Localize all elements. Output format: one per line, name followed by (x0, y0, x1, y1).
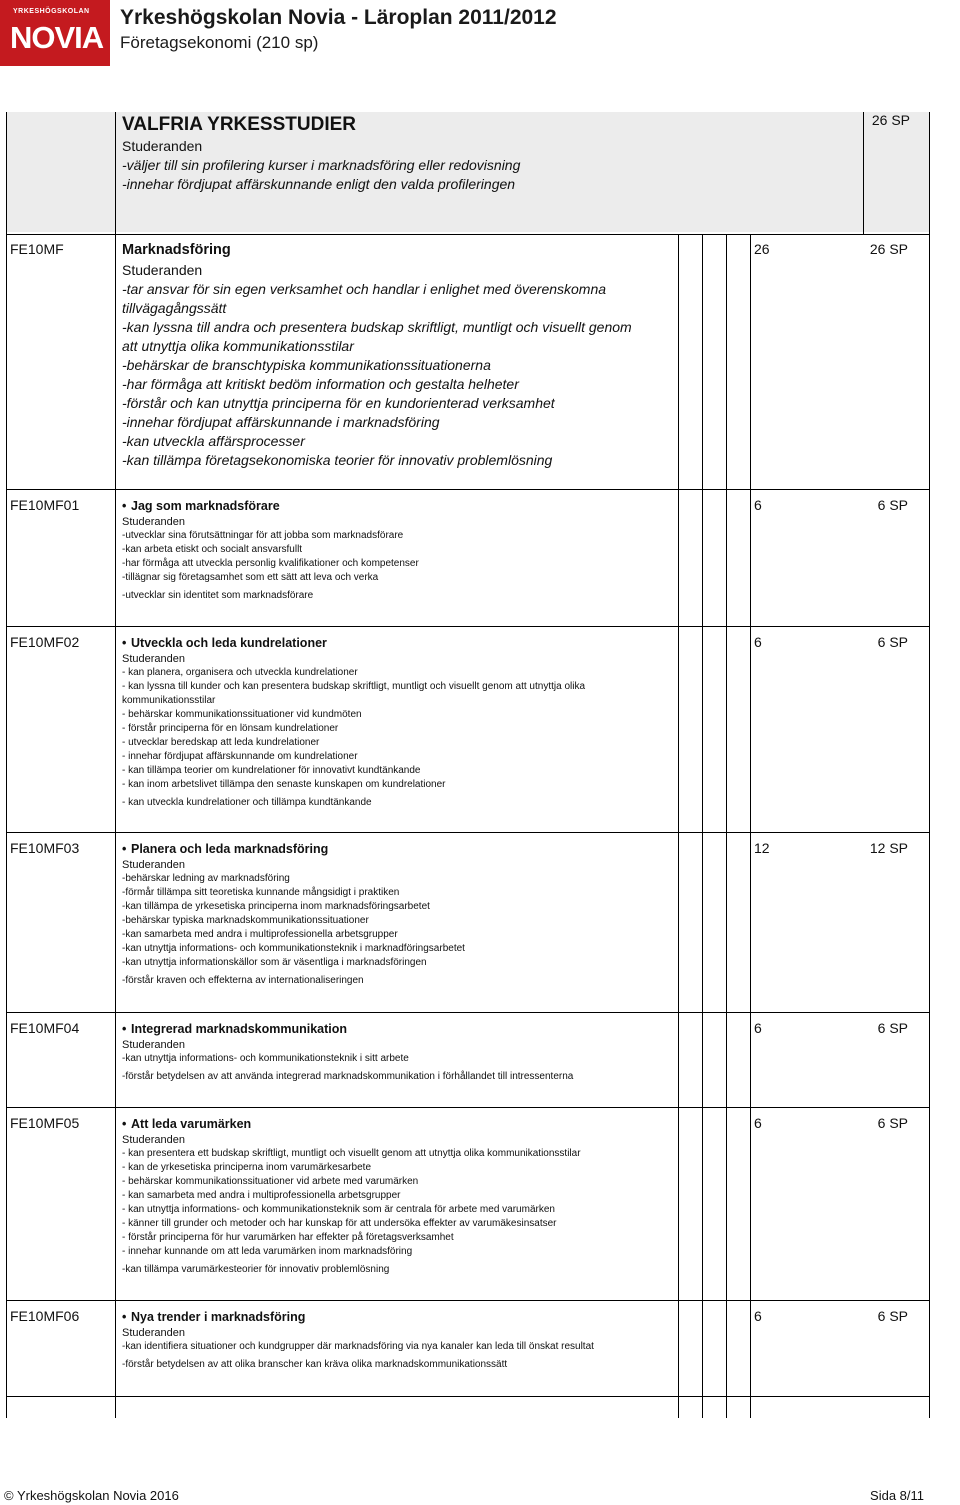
module-line: -tar ansvar för sin egen verksamhet och handlar i enlighet med överenskomna (122, 281, 607, 297)
course-content (122, 497, 732, 603)
course-line: - förstår principerna för hur varumärken har effekter på företagsverksamhet (122, 1232, 454, 1243)
course-code: FE10MF02 (10, 634, 80, 650)
course-line: - kan presentera ett budskap skriftligt, muntligt och visuellt genom att utnyttja olika kommunikationsstilar (122, 1148, 581, 1159)
bullet-icon: • (122, 842, 127, 856)
row-line (6, 489, 930, 490)
course-line: -utvecklar sin identitet som marknadsförare (122, 590, 314, 601)
course-studeranden: Studeranden (122, 653, 185, 665)
section-content (122, 113, 672, 194)
course-content (122, 840, 732, 988)
course-title: Integrerad marknadskommunikation (131, 1022, 348, 1036)
bullet-icon: • (122, 636, 127, 650)
footer-page-number: Sida 8/11 (870, 1488, 924, 1503)
section-line: -innehar fördjupat affärskunnande enligt den valda profileringen (122, 176, 516, 192)
course-line: - utvecklar beredskap att leda kundrelationer (122, 737, 320, 748)
course-line: -tillägnar sig företagsamhet som ett sätt att leva och verka (122, 572, 379, 583)
module-studeranden: Studeranden (122, 262, 203, 278)
course-line: -förstår kraven och effekterna av internationaliseringen (122, 975, 364, 986)
row-line (6, 832, 930, 833)
course-line: - behärskar kommunikationssituationer vid kundmöten (122, 709, 362, 720)
course-line: kommunikationsstilar (122, 695, 216, 706)
course-title: Planera och leda marknadsföring (131, 842, 329, 856)
course-line: -kan samarbeta med andra i multiprofessionella arbetsgrupper (122, 929, 398, 940)
course-line: -förstår betydelsen av att använda integrerad marknadskommunikation i förhållandet till intressenterna (122, 1071, 574, 1082)
course-code: FE10MF04 (10, 1020, 80, 1036)
sched-col (750, 234, 751, 1418)
module-line: -innehar fördjupat affärskunnande i marknadsföring (122, 414, 440, 430)
course-line: -kan tillämpa varumärkesteorier för innovativ problemlösning (122, 1264, 390, 1275)
course-sp: 6 SP (877, 1308, 908, 1324)
course-code: FE10MF03 (10, 840, 80, 856)
course-studeranden: Studeranden (122, 859, 185, 871)
course-line: - kan samarbeta med andra i multiprofessionella arbetsgrupper (122, 1190, 401, 1201)
course-line: -behärskar typiska marknadskommunikationssituationer (122, 915, 369, 926)
course-line: - kan planera, organisera och utveckla kundrelationer (122, 667, 358, 678)
course-line: - innehar kunnande om att leda varumärken inom marknadsföring (122, 1246, 413, 1257)
course-line: -kan utnyttja informations- och kommunikationsteknik i sitt arbete (122, 1053, 409, 1064)
course-line: - behärskar kommunikationssituationer vid arbete med varumärken (122, 1176, 419, 1187)
bullet-icon: • (122, 1117, 127, 1131)
row-line (6, 1300, 930, 1301)
course-title: Jag som marknadsförare (131, 499, 280, 513)
course-code: FE10MF01 (10, 497, 80, 513)
bullet-icon: • (122, 1310, 127, 1324)
course-studeranden: Studeranden (122, 516, 185, 528)
course-content (122, 1020, 732, 1084)
table-border-left (6, 112, 7, 1418)
module-sp: 26 SP (869, 241, 908, 257)
course-line: - känner till grunder och metoder och har kunskap för att undersöka effekter av varumäkesinsatser (122, 1218, 557, 1229)
course-credits: 12 (754, 840, 770, 856)
row-line (6, 234, 930, 235)
document-title: Yrkeshögskolan Novia - Läroplan 2011/2012 (120, 6, 557, 29)
section-band-sp (864, 112, 928, 232)
module-line: att utnyttja olika kommunikationsstilar (122, 338, 354, 354)
course-content (122, 1308, 732, 1372)
section-line: -väljer till sin profilering kurser i marknadsföring eller redovisning (122, 157, 521, 173)
course-line: - kan inom arbetslivet tillämpa den senaste kunskapen om kundrelationer (122, 779, 446, 790)
section-sp: 26 SP (871, 112, 910, 128)
course-content (122, 634, 732, 810)
course-title: Nya trender i marknadsföring (131, 1310, 306, 1324)
course-content (122, 1115, 732, 1277)
course-line: -kan utnyttja informations- och kommunikationsteknik i marknadföringsarbetet (122, 943, 465, 954)
course-line: -kan identifiera situationer och kundgrupper där marknadsföring via nya kanaler kan leda till önskat resultat (122, 1341, 594, 1352)
course-studeranden: Studeranden (122, 1039, 185, 1051)
course-line: -kan arbeta etiskt och socialt ansvarsfullt (122, 544, 303, 555)
logo-small-text: YRKESHÖGSKOLAN (13, 8, 90, 15)
footer-copyright: © Yrkeshögskolan Novia 2016 (4, 1488, 179, 1503)
table-border-right (929, 112, 930, 1418)
module-content (122, 240, 672, 470)
row-line (6, 626, 930, 627)
course-line: - kan utnyttja informations- och kommunikationsteknik som är centrala för arbete med varumärken (122, 1204, 555, 1215)
course-code: FE10MF05 (10, 1115, 80, 1131)
course-line: - kan utveckla kundrelationer och tillämpa kundtänkande (122, 797, 372, 808)
row-line (6, 1107, 930, 1108)
module-code: FE10MF (10, 241, 64, 257)
course-sp: 6 SP (877, 497, 908, 513)
module-line: -kan utveckla affärsprocesser (122, 433, 305, 449)
row-line (6, 1012, 930, 1013)
module-credits: 26 (754, 241, 770, 257)
bullet-icon: • (122, 1022, 127, 1036)
course-sp: 6 SP (877, 1115, 908, 1131)
course-credits: 6 (754, 1115, 762, 1131)
course-title: Att leda varumärken (131, 1117, 252, 1131)
course-studeranden: Studeranden (122, 1134, 185, 1146)
document-subtitle: Företagsekonomi (210 sp) (120, 33, 319, 52)
course-line: - kan tillämpa teorier om kundrelationer för innovativt kundtänkande (122, 765, 421, 776)
module-line: -kan lyssna till andra och presentera budskap skriftligt, muntligt och visuellt genom (122, 319, 632, 335)
course-line: - förstår principerna för en lönsam kundrelationer (122, 723, 339, 734)
course-line: - kan de yrkesetiska principerna inom varumärkesarbete (122, 1162, 371, 1173)
course-line: -har förmåga att utveckla personlig kvalifikationer och kompetenser (122, 558, 419, 569)
course-credits: 6 (754, 497, 762, 513)
course-sp: 6 SP (877, 634, 908, 650)
course-sp: 6 SP (877, 1020, 908, 1036)
col-divider-sp (863, 112, 864, 234)
course-credits: 6 (754, 1308, 762, 1324)
course-title: Utveckla och leda kundrelationer (131, 636, 327, 650)
course-credits: 6 (754, 1020, 762, 1036)
course-line: -kan tillämpa de yrkesetiska principerna inom marknadsföringsarbetet (122, 901, 430, 912)
bullet-icon: • (122, 499, 127, 513)
course-line: -förstår betydelsen av att olika branscher kan kräva olika marknadskommunikationssätt (122, 1359, 508, 1370)
course-line: -kan utnyttja informationskällor som är väsentliga i marknadsföringen (122, 957, 427, 968)
module-line: -har förmåga att kritiskt bedöm information och gestalta helheter (122, 376, 519, 392)
module-line: -kan tillämpa företagsekonomiska teorier för innovativ problemlösning (122, 452, 553, 468)
col-divider-code (115, 112, 116, 1418)
course-credits: 6 (754, 634, 762, 650)
logo-big-text: NOVIA (10, 20, 104, 55)
row-line (6, 1396, 930, 1397)
section-studeranden: Studeranden (122, 138, 203, 154)
course-studeranden: Studeranden (122, 1327, 185, 1339)
module-title: Marknadsföring (122, 242, 231, 258)
module-line: -behärskar de branschtypiska kommunikationssituationerna (122, 357, 491, 373)
course-line: -utvecklar sina förutsättningar för att jobba som marknadsförare (122, 530, 404, 541)
course-code: FE10MF06 (10, 1308, 80, 1324)
course-line: - kan lyssna till kunder och kan presentera budskap skriftligt, muntligt och visuellt genom att utnyttja olika (122, 681, 586, 692)
course-line: -förmår tillämpa sitt teoretiska kunnande mångsidigt i praktiken (122, 887, 400, 898)
module-line: tillvägagångssätt (122, 300, 227, 316)
course-line: -behärskar ledning av marknadsföring (122, 873, 290, 884)
module-line: -förstår och kan utnyttja principerna för en kundorienterad verksamhet (122, 395, 555, 411)
course-sp: 12 SP (869, 840, 908, 856)
section-title: VALFRIA YRKESSTUDIER (122, 114, 357, 135)
course-line: - innehar fördjupat affärskunnande om kundrelationer (122, 751, 358, 762)
